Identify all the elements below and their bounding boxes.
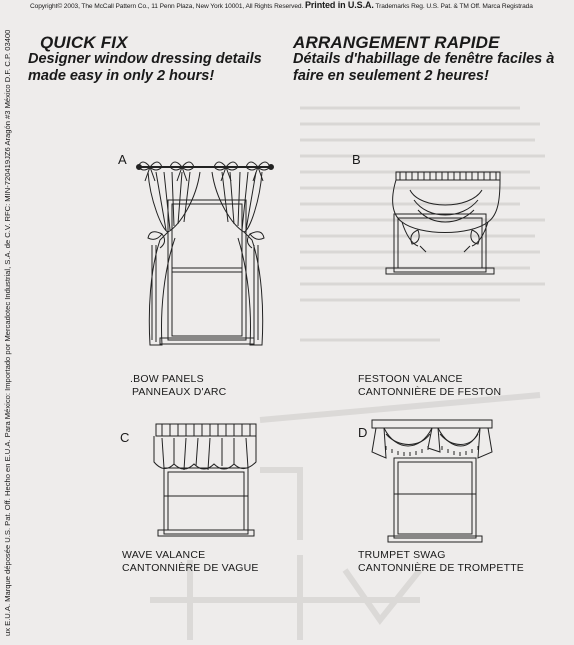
quick-fix-line-2: made easy in only 2 hours! — [28, 68, 215, 84]
arrangement-title: ARRANGEMENT RAPIDE — [293, 33, 500, 52]
view-d-label-fr: CANTONNIÈRE DE TROMPETTE — [358, 562, 525, 574]
view-c-label-fr: CANTONNIÈRE DE VAGUE — [122, 562, 259, 574]
view-letter-b: B — [352, 152, 361, 167]
view-letter-d: D — [358, 425, 368, 440]
view-d-label-en: TRUMPET SWAG — [358, 549, 446, 561]
trademark-text: Trademarks Reg. U.S. Pat. & TM Off. Marca Registrada — [375, 3, 533, 10]
copyright-text: Copyright© 2003, The McCall Pattern Co., 11 Penn Plaza, New York 10001, All Rights Reserved. — [30, 3, 304, 10]
view-a-label-fr: PANNEAUX D'ARC — [132, 386, 227, 398]
view-c-label-en: WAVE VALANCE — [122, 549, 206, 561]
arrangement-line-2: faire en seulement 2 heures! — [293, 68, 489, 84]
view-c-wave-valance-illustration — [154, 424, 256, 536]
view-b-label-en: FESTOON VALANCE — [358, 373, 463, 385]
view-d-trumpet-swag-illustration — [372, 420, 492, 542]
quick-fix-title: QUICK FIX — [40, 33, 128, 52]
view-letter-a: A — [118, 152, 127, 167]
view-a-bow-panels-illustration — [137, 162, 274, 345]
view-b-label-fr: CANTONNIÈRE DE FESTON — [358, 386, 502, 398]
view-a-label-en: .BOW PANELS — [130, 373, 204, 385]
view-letter-c: C — [120, 430, 130, 445]
arrangement-line-1: Détails d'habillage de fenêtre faciles à — [293, 51, 555, 67]
rod-bows — [138, 162, 270, 181]
side-legal-text: ux E.U.A. Marque déposée U.S. Pat. Off. Hecho en E.U.A. Para México: Importado por Mercadotec Industrial, S.A. de C.V. RFC: MIN-720419JZ6 Aragón #3 México D.F. C.P. 03400 — [3, 29, 12, 636]
printed-in-text: Printed in U.S.A. — [304, 0, 374, 10]
view-b-festoon-valance-illustration — [386, 172, 500, 274]
quick-fix-line-1: Designer window dressing details — [28, 51, 262, 67]
